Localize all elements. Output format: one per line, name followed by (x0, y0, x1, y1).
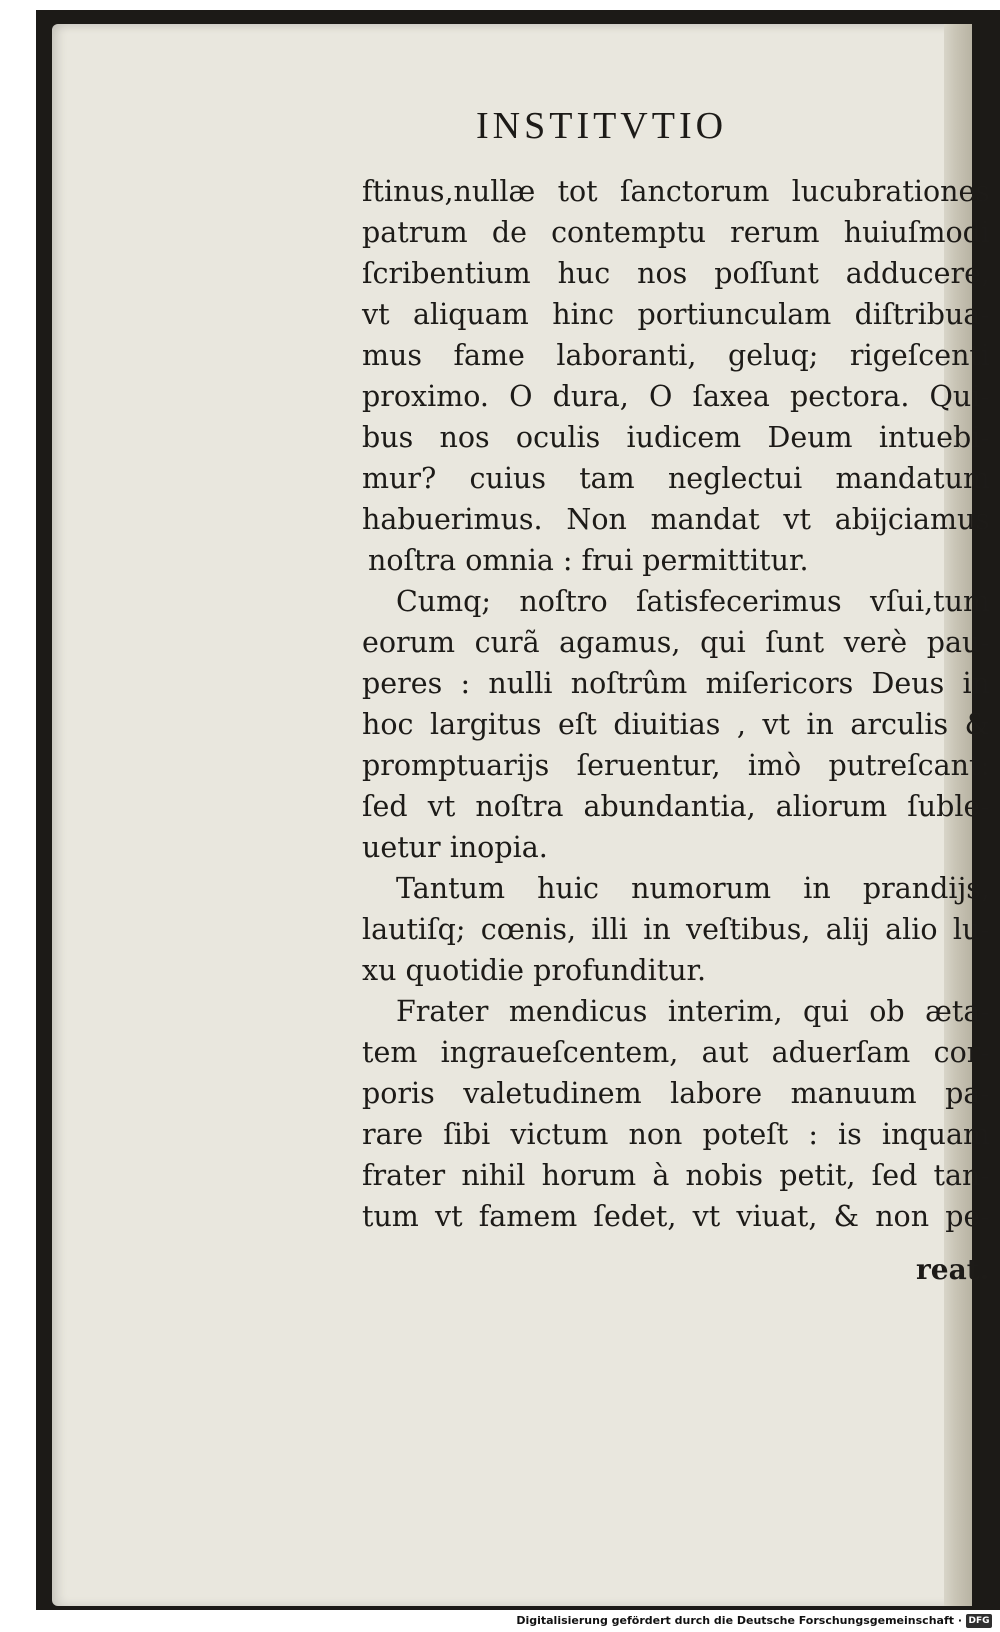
text-line: tum vt famem ſedet, vt viuat, & non pe- (362, 1200, 990, 1233)
text-line: peres : nulli noſtrûm miſericors Deus in (362, 667, 990, 700)
funding-credit: Digitalisierung gefördert durch die Deutsche Forschungsgemeinschaft · (516, 1614, 962, 1627)
text-line: habuerimus. Non mandat vt abijciamus (362, 503, 990, 536)
text-line: proximo. O dura, O ſaxea pectora. Qui- (362, 380, 990, 413)
text-line: Cumq; noſtro ſatisfecerimus vſui,tum (396, 585, 990, 618)
footer-bar (0, 1612, 1000, 1632)
text-line: patrum de contemptu rerum huiuſmodi (362, 216, 990, 249)
text-line: xu quotidie profunditur. (362, 954, 707, 987)
dfg-logo-icon: DFG (966, 1614, 992, 1628)
text-line: rare ſibi victum non poteſt : is inquam (362, 1118, 990, 1151)
text-line: bus nos oculis iudicem Deum intuebi- (362, 421, 990, 454)
text-line: ſed vt noſtra abundantia, aliorum ſuble- (362, 790, 990, 823)
text-line: mur? cuius tam neglectui mandatum (362, 462, 990, 495)
text-line: ſcribentium huc nos poſſunt adducere, (362, 257, 990, 290)
text-line: lautiſq; cœnis, illi in veſtibus, alij alio lu- (362, 913, 990, 946)
text-line: vt aliquam hinc portiunculam diſtribua- (362, 298, 990, 331)
text-line: tem ingraueſcentem, aut aduerſam cor- (362, 1036, 990, 1069)
running-head: INSTITVTIO (476, 105, 728, 147)
text-line: mus fame laboranti, geluq; rigeſcenti (362, 339, 990, 372)
text-line: ftinus,nullæ tot ſanctorum lucubrationes (362, 175, 990, 208)
text-line: promptuarijs ſeruentur, imò putreſcant: (362, 749, 990, 782)
text-line: Tantum huic numorum in prandijs, (396, 872, 990, 905)
text-line: eorum curã agamus, qui ſunt verè pau- (362, 626, 990, 659)
text-line: uetur inopia. (362, 831, 548, 864)
text-line: noſtra omnia : frui permittitur. (368, 544, 809, 577)
text-line: poris valetudinem labore manuum pa- (362, 1077, 990, 1110)
catchword: reat. (916, 1253, 990, 1286)
body-text (362, 171, 990, 1237)
text-line: frater nihil horum à nobis petit, ſed tan- (362, 1159, 990, 1192)
text-line: Frater mendicus interim, qui ob æta- (396, 995, 990, 1028)
text-line: hoc largitus eſt diuitias , vt in arculis & (362, 708, 990, 741)
